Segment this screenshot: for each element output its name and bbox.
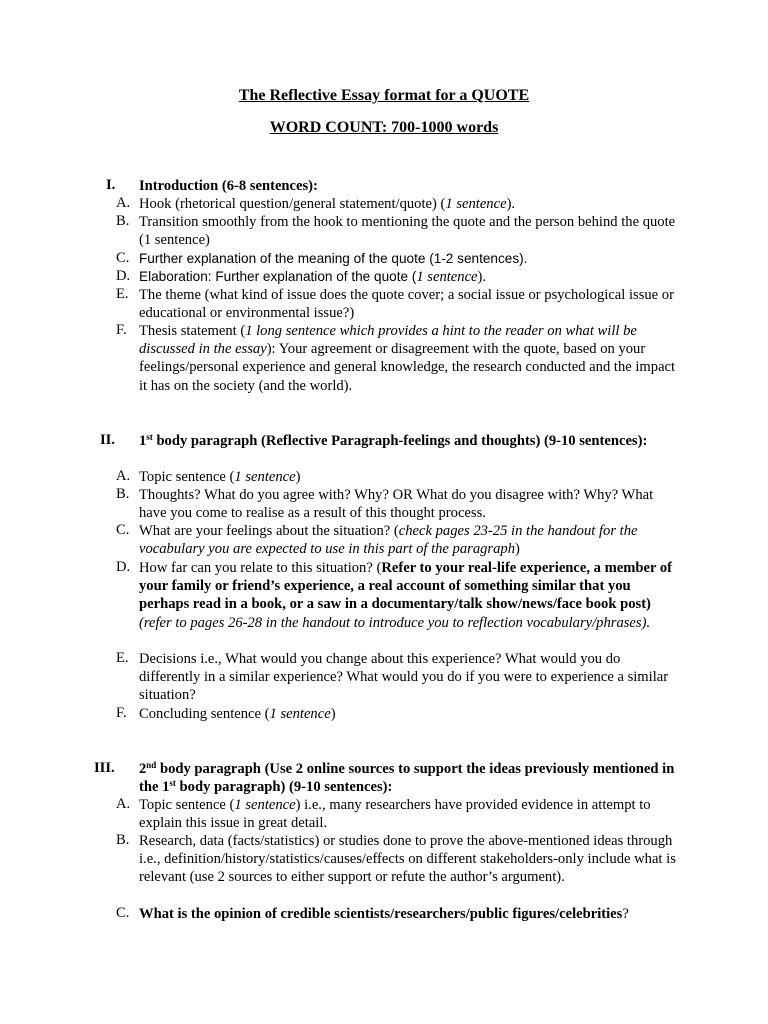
list-item: How far can you relate to this situation? (Refer to your real-life experience, a member of your family or friend’s experience, a real account of something similar that you perhaps read in a book, or a saw in a documentary/talk show/news/face book post) (refer to pages 26-28 in the handout to introduce you to reflection vocabulary/phrases). [139, 560, 673, 631]
list-item: Thesis statement (1 long sentence which provides a hint to the reader on what will be discussed in the essay): Your agreement or disagreement with the quote, based on your feelings/personal experience and general knowledge, the research conducted and the impact it has on the society (and the world). [139, 323, 676, 394]
section-heading: 1st body paragraph (Reflective Paragraph-feelings and thoughts) (9-10 sentences): [139, 432, 648, 449]
item-letter: C. [116, 905, 130, 921]
item-letter: B. [116, 832, 130, 848]
item-letter: A. [116, 468, 131, 484]
list-item: Concluding sentence (1 sentence) [139, 706, 336, 722]
list-item: The theme (what kind of issue does the quote cover; a social issue or psychological issue or educational or environmental issue?) [139, 287, 674, 322]
list-item: What is the opinion of credible scientists/researchers/public figures/celebrities? [139, 906, 629, 922]
document-title: The Reflective Essay format for a QUOTE [238, 87, 530, 104]
item-letter: B. [116, 486, 130, 502]
list-item: Research, data (facts/statistics) or studies done to prove the above-mentioned ideas through i.e., definition/history/statistics/causes/effects on different stakeholders-only include what is relevant (use 2 sources to either support or refute the author’s argument). [139, 833, 676, 886]
item-letter: F. [116, 705, 127, 721]
item-letter: E. [116, 286, 129, 302]
section-number: II. [100, 432, 116, 448]
list-item: Thoughts? What do you agree with? Why? OR What do you disagree with? Why? What have you come to realise as a result of this thought process. [139, 487, 654, 522]
list-item: Topic sentence (1 sentence) [139, 469, 301, 485]
word-count-heading: WORD COUNT: 700-1000 words [269, 119, 499, 136]
item-letter: C. [116, 522, 130, 538]
item-letter: A. [116, 195, 131, 211]
list-item: Transition smoothly from the hook to mentioning the quote and the person behind the quote (1 sentence) [139, 214, 676, 249]
item-letter: A. [116, 796, 131, 812]
item-letter: E. [116, 650, 129, 666]
item-letter: B. [116, 213, 130, 229]
item-letter: D. [116, 268, 131, 284]
list-item: Hook (rhetorical question/general statement/quote) (1 sentence). [139, 196, 516, 212]
list-item: Further explanation of the meaning of the quote (1-2 sentences). [139, 251, 528, 266]
list-item: Decisions i.e., What would you change about this experience? What would you do differently in a similar experience? What would you do if you were to experience a similar situation? [139, 651, 669, 704]
section-heading: 2nd body paragraph (Use 2 online sources to support the ideas previously mentioned in the 1st body paragraph) (9-10 sentences): [139, 760, 675, 795]
section-number: I. [106, 177, 116, 193]
list-item: Topic sentence (1 sentence) i.e., many researchers have provided evidence in attempt to explain this issue in great detail. [139, 797, 651, 832]
section-number: III. [94, 760, 115, 776]
section-heading: Introduction (6-8 sentences): [139, 178, 318, 194]
item-letter: C. [116, 250, 130, 266]
list-item: Elaboration: Further explanation of the quote (1 sentence). [139, 269, 487, 285]
item-letter: F. [116, 322, 127, 338]
list-item: What are your feelings about the situation? (check pages 23-25 in the handout for the vocabulary you are expected to use in this part of the paragraph) [139, 523, 638, 558]
item-letter: D. [116, 559, 131, 575]
